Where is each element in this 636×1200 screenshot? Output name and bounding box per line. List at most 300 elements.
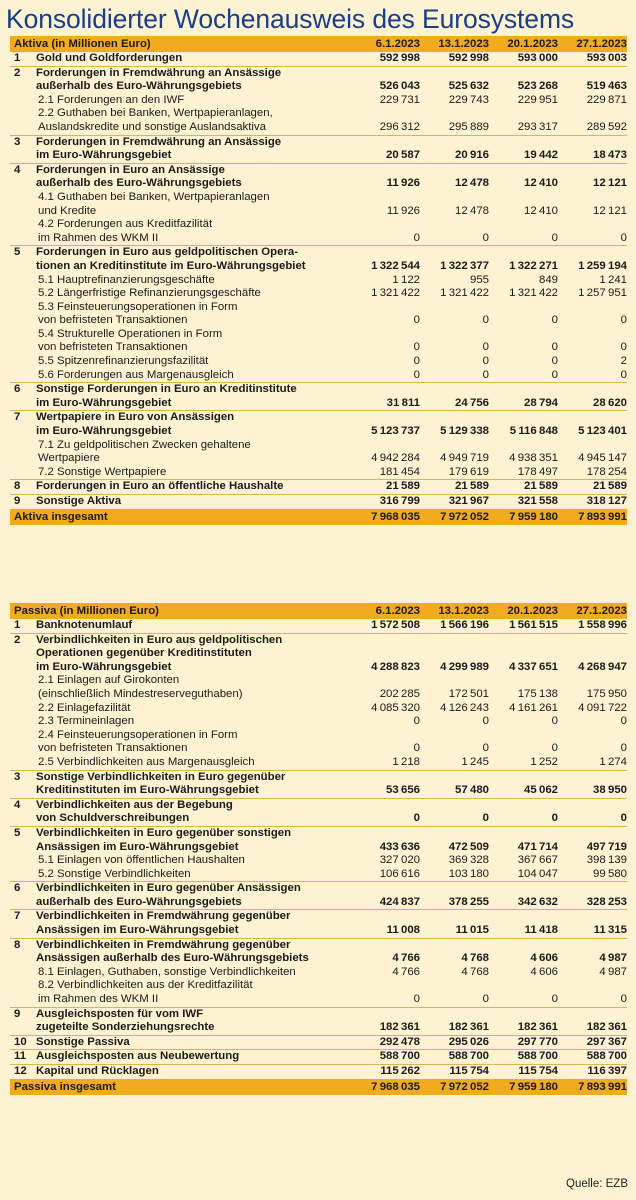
value-cell: 1 241 [599,273,627,286]
row-label: Forderungen in Fremdwährung an Ansässige im Euro-Währungsgebiet [36,135,282,162]
value-cell: 316 799 [379,495,420,507]
row-values [351,149,627,163]
row-values [351,1065,627,1079]
row-number [10,369,36,383]
row-values [351,480,627,494]
value-cell: 0 [620,715,627,728]
row-number [10,674,36,701]
row-number: 2 [14,633,21,646]
row-values [351,94,627,108]
value-cell: 0 [620,993,627,1006]
table-row [10,66,627,94]
value-cell: 4 288 823 [371,660,420,673]
table-row [10,439,627,466]
value-cell: 12 410 [524,177,558,190]
value-cell: 182 361 [448,1021,489,1034]
row-values [351,314,627,328]
value-cell: 1 322 544 [371,259,420,272]
value-cell: 297 770 [517,1035,558,1048]
value-cell: 4 161 261 [509,701,558,714]
value-cell: 18 473 [593,149,627,162]
value-cell: 4 085 320 [371,701,420,714]
value-cell: 0 [482,314,489,327]
value-cell: 182 361 [586,1021,627,1034]
table-row [10,770,627,798]
row-label: Verbindlichkeiten in Fremdwährung gegenüber Ansässigen im Euro-Währungsgebiet [36,910,291,937]
value-cell: 0 [413,355,420,368]
date-header: 27.1.2023 [576,605,627,617]
value-cell: 1 558 996 [578,619,627,631]
row-number [10,854,36,868]
row-number [10,94,36,108]
row-values [351,177,627,191]
table-row [10,245,627,273]
row-label: 5.2 Sonstige Verbindlichkeiten [38,867,191,880]
row-number: 9 [14,495,21,507]
date-header: 13.1.2023 [438,605,489,617]
value-cell: 12 478 [455,177,489,190]
table-row [10,881,627,909]
row-values [351,452,627,466]
value-cell: 0 [551,341,558,354]
total-value-cell: 7 893 991 [578,510,627,523]
value-cell: 0 [482,368,489,381]
value-cell: 0 [620,341,627,354]
table-row [10,619,627,633]
value-cell: 4 268 947 [578,660,627,673]
row-label: 2.2 Einlagefazilität [38,701,131,714]
value-cell: 0 [413,993,420,1006]
value-cell: 11 926 [386,204,420,217]
row-number [10,355,36,369]
row-values [351,619,627,633]
row-number [10,274,36,288]
value-cell: 318 127 [586,495,627,507]
passiva-table [10,603,627,1095]
value-cell: 289 592 [586,120,627,133]
table-row [10,868,627,882]
date-header: 20.1.2023 [507,605,558,617]
value-cell: 588 700 [379,1050,420,1063]
value-cell: 296 312 [379,120,420,133]
row-values [351,425,627,439]
row-values [351,287,627,301]
row-values [351,121,627,135]
row-values [351,355,627,369]
aktiva-header-row [10,36,627,52]
value-cell: 293 317 [517,120,558,133]
row-number: 12 [14,1065,27,1077]
row-number [10,466,36,480]
value-cell: 175 138 [517,687,558,700]
value-cell: 115 754 [518,1065,558,1077]
value-cell: 1 274 [599,755,627,768]
table-row [10,729,627,756]
row-label: 7.1 Zu geldpolitischen Zwecken gehaltene Wertpapiere [38,438,251,465]
table-row [10,274,627,288]
row-values [351,715,627,729]
value-cell: 1 257 951 [578,287,627,300]
value-cell: 378 255 [448,895,489,908]
row-number [10,328,36,355]
value-cell: 0 [413,314,420,327]
value-cell: 0 [413,368,420,381]
value-cell: 523 268 [517,80,558,93]
row-number: 8 [14,480,21,493]
table-row [10,674,627,701]
total-value-cell: 7 959 180 [509,510,558,523]
row-number [10,287,36,301]
row-label: Forderungen in Euro an öffentliche Haushalte [36,480,284,493]
table-row [10,1049,627,1064]
value-cell: 181 454 [379,465,420,478]
total-value-cell: 7 972 052 [440,510,489,523]
row-values [351,742,627,756]
value-cell: 0 [413,715,420,728]
row-label: 2.4 Feinsteuerungsoperationen in Form von befristeten Transaktionen [38,728,238,755]
value-cell: 53 656 [386,784,420,797]
value-cell: 519 463 [586,80,627,93]
value-cell: 592 998 [379,52,420,64]
value-cell: 12 121 [593,204,627,217]
row-values [351,812,627,826]
value-cell: 4 766 [392,965,420,978]
value-cell: 1 321 422 [509,287,558,300]
section-header-label: Passiva (in Millionen Euro) [14,605,159,617]
value-cell: 11 315 [593,924,627,937]
value-cell: 0 [620,742,627,755]
value-cell: 38 950 [593,784,627,797]
value-cell: 0 [482,742,489,755]
value-cell: 115 754 [449,1065,489,1077]
value-cell: 4 337 651 [509,660,558,673]
row-values [351,495,627,509]
total-value-cell: 7 893 991 [578,1080,627,1093]
value-cell: 292 478 [379,1035,420,1048]
date-header: 27.1.2023 [576,38,627,50]
value-cell: 99 580 [593,867,627,880]
row-number [10,191,36,218]
date-header: 6.1.2023 [375,605,420,617]
table-row [10,135,627,163]
value-cell: 1 561 515 [509,619,558,631]
table-row [10,1064,627,1079]
value-cell: 593 000 [517,52,558,64]
row-number: 1 [14,619,21,631]
row-label: 8.1 Einlagen, Guthaben, sonstige Verbindlichkeiten [38,965,296,978]
row-label: Gold und Goldforderungen [36,52,183,64]
value-cell: 0 [551,231,558,244]
value-cell: 0 [620,812,627,825]
row-label: 2.3 Termineinlagen [38,715,135,728]
value-cell: 4 768 [461,952,489,965]
value-cell: 229 871 [586,93,627,106]
row-number: 7 [14,910,21,923]
value-cell: 4 606 [530,952,558,965]
row-number: 4 [14,163,21,176]
row-label: Ausgleichsposten für vom IWF zugeteilte Sonderziehungsrechte [36,1007,215,1034]
table-row [10,938,627,966]
table-row [10,218,627,245]
value-cell: 175 950 [586,687,627,700]
row-values [351,205,627,219]
value-cell: 1 252 [530,755,558,768]
value-cell: 0 [620,231,627,244]
value-cell: 31 811 [386,396,420,409]
value-cell: 0 [482,812,489,825]
row-number: 9 [14,1007,21,1020]
value-cell: 11 008 [386,924,420,937]
value-cell: 202 285 [379,687,420,700]
value-cell: 0 [413,341,420,354]
table-row [10,107,627,134]
row-label: 7.2 Sonstige Wertpapiere [38,465,167,478]
value-cell: 20 587 [386,149,420,162]
value-cell: 19 442 [524,149,558,162]
row-label: 4.1 Guthaben bei Banken, Wertpapieranlagen und Kredite [38,190,270,217]
value-cell: 28 620 [593,396,627,409]
total-value-cell: 7 968 035 [371,1080,420,1093]
value-cell: 11 015 [455,924,489,937]
value-cell: 295 889 [448,120,489,133]
value-cell: 424 837 [379,895,420,908]
table-row [10,494,627,509]
row-values [351,1036,627,1050]
table-row [10,1007,627,1035]
value-cell: 367 667 [517,854,558,867]
value-cell: 295 026 [448,1035,489,1048]
row-number: 3 [14,135,21,148]
value-cell: 526 043 [379,80,420,93]
row-label: Wertpapiere in Euro von Ansässigen im Euro-Währungsgebiet [36,411,235,438]
value-cell: 1 245 [461,755,489,768]
value-cell: 471 714 [517,840,558,853]
row-values [351,274,627,288]
total-value-cell: 7 968 035 [371,510,420,523]
value-cell: 588 700 [517,1050,558,1063]
row-number: 10 [14,1035,27,1048]
row-label: 2.1 Forderungen an den IWF [38,93,185,106]
row-label: Forderungen in Euro an Ansässige außerhalb des Euro-Währungsgebiets [36,163,242,190]
value-cell: 1 321 422 [440,287,489,300]
row-label: 5.1 Einlagen von öffentlichen Haushalten [38,854,245,867]
value-cell: 172 501 [448,687,489,700]
table-row [10,756,627,770]
row-values [351,756,627,770]
row-number: 6 [14,882,21,895]
row-label: Sonstige Aktiva [36,495,122,507]
value-cell: 1 572 508 [371,619,420,631]
row-number [10,979,36,1006]
row-number: 6 [14,383,21,396]
row-label: Sonstige Verbindlichkeiten in Euro gegenüber Kreditinstituten im Euro-Währungsgebiet [36,770,286,797]
table-row [10,715,627,729]
row-number: 5 [14,246,21,259]
value-cell: 0 [620,368,627,381]
table-row [10,633,627,675]
page-title: Konsolidierter Wochenausweis des Eurosystems [6,4,575,34]
value-cell: 0 [551,368,558,381]
value-cell: 229 731 [379,93,420,106]
value-cell: 0 [620,314,627,327]
date-header: 6.1.2023 [375,38,420,50]
aktiva-total-row [10,509,627,525]
total-label: Aktiva insgesamt [14,510,108,523]
value-cell: 12 478 [455,204,489,217]
value-cell: 0 [413,812,420,825]
value-cell: 2 [620,355,627,368]
date-header: 13.1.2023 [438,38,489,50]
row-number: 7 [14,411,21,424]
row-label: Verbindlichkeiten in Euro aus geldpolitischen Operationen gegenüber Kreditinstituten im Euro-Währungsgebiet [36,633,283,673]
value-cell: 20 916 [455,149,489,162]
row-number: 2 [14,66,21,79]
row-label: Kapital und Rücklagen [36,1065,159,1077]
row-number: 4 [14,798,21,811]
table-row [10,52,627,66]
row-label: Verbindlichkeiten in Euro gegenüber Ansässigen außerhalb des Euro-Währungsgebiets [36,882,301,908]
table-row [10,966,627,980]
row-values [351,397,627,411]
value-cell: 0 [551,314,558,327]
date-header: 20.1.2023 [507,38,558,50]
value-cell: 5 123 737 [371,425,420,438]
table-row [10,479,627,494]
row-values [351,369,627,383]
value-cell: 297 367 [586,1035,627,1048]
value-cell: 28 794 [524,396,558,409]
table-row [10,979,627,1006]
value-cell: 0 [551,993,558,1006]
value-cell: 1 122 [392,273,420,286]
row-label: Verbindlichkeiten in Fremdwährung gegenüber Ansässigen außerhalb des Euro-Währungsgebiets [36,938,309,965]
row-number [10,756,36,770]
value-cell: 5 116 848 [509,425,558,438]
row-number: 8 [14,938,21,951]
value-cell: 955 [469,273,489,286]
table-row [10,466,627,480]
table-row [10,798,627,826]
date-columns [351,38,627,50]
value-cell: 497 719 [586,840,627,853]
value-cell: 1 259 194 [578,259,627,272]
row-label: 5.5 Spitzenrefinanzierungsfazilität [38,355,209,368]
table-row [10,94,627,108]
value-cell: 0 [551,355,558,368]
value-cell: 0 [482,231,489,244]
value-cell: 4 766 [392,952,420,965]
row-number [10,107,36,134]
value-cell: 4 949 719 [440,452,489,465]
row-values [351,784,627,798]
value-cell: 1 218 [392,755,420,768]
row-number [10,715,36,729]
row-label: Banknotenumlauf [36,619,133,631]
value-cell: 0 [482,341,489,354]
total-value-cell: 7 972 052 [440,1080,489,1093]
row-label: Forderungen in Euro aus geldpolitischen Opera- tionen an Kreditinstitute im Euro-Währungsgebiet [36,246,306,272]
value-cell: 849 [538,273,558,286]
table-row [10,355,627,369]
row-values [351,966,627,980]
value-cell: 342 632 [517,895,558,908]
total-label: Passiva insgesamt [14,1080,116,1093]
value-cell: 0 [413,231,420,244]
row-values [351,466,627,480]
value-cell: 182 361 [379,1021,420,1034]
aktiva-table [10,36,627,525]
value-cell: 178 254 [586,465,627,478]
value-cell: 1 322 377 [440,259,489,272]
value-cell: 21 589 [593,480,627,493]
source-note: Quelle: EZB [566,1178,628,1190]
table-row [10,410,627,438]
row-label: 5.1 Hauptrefinanzierungsgeschäfte [38,273,215,286]
row-label: 8.2 Verbindlichkeiten aus der Kreditfazilität im Rahmen des WKM II [38,979,253,1006]
table-row [10,301,627,328]
row-values [351,52,627,66]
row-number [10,218,36,245]
row-number [10,868,36,882]
value-cell: 0 [482,715,489,728]
value-cell: 0 [551,715,558,728]
value-cell: 0 [551,742,558,755]
value-cell: 178 497 [517,465,558,478]
value-cell: 229 743 [448,93,489,106]
row-values [351,661,627,675]
row-values [351,924,627,938]
value-cell: 4 126 243 [440,701,489,714]
row-label: 2.5 Verbindlichkeiten aus Margenausgleich [38,755,255,768]
value-cell: 321 967 [448,495,489,507]
row-values [351,702,627,716]
value-cell: 4 945 147 [578,452,627,465]
value-cell: 327 020 [379,854,420,867]
value-cell: 4 938 351 [509,452,558,465]
row-label: 4.2 Forderungen aus Kreditfazilität im Rahmen des WKM II [38,218,213,244]
total-value-cell: 7 959 180 [509,1080,558,1093]
value-cell: 433 636 [379,840,420,853]
value-cell: 4 987 [599,965,627,978]
table-row [10,909,627,937]
value-cell: 115 262 [380,1065,420,1077]
row-values [351,896,627,910]
table-row [10,854,627,868]
value-cell: 11 418 [524,924,558,937]
value-cell: 4 299 989 [440,660,489,673]
row-number: 3 [14,770,21,783]
row-label: 5.3 Feinsteuerungsoperationen in Form von befristeten Transaktionen [38,300,238,327]
total-values [351,511,627,523]
table-row [10,826,627,854]
date-columns [351,605,627,617]
value-cell: 0 [482,993,489,1006]
value-cell: 1 566 196 [440,619,489,631]
row-number [10,966,36,980]
value-cell: 57 480 [455,784,489,797]
row-label: 2.1 Einlagen auf Girokonten (einschließlich Mindestreserveguthaben) [38,674,243,700]
row-label: 5.2 Längerfristige Refinanzierungsgeschäfte [38,287,261,300]
value-cell: 179 619 [448,465,489,478]
value-cell: 4 606 [530,965,558,978]
row-values [351,1050,627,1064]
value-cell: 0 [551,812,558,825]
value-cell: 525 632 [448,80,489,93]
row-number [10,439,36,466]
table-row [10,163,627,191]
value-cell: 398 139 [586,854,627,867]
row-values [351,260,627,274]
